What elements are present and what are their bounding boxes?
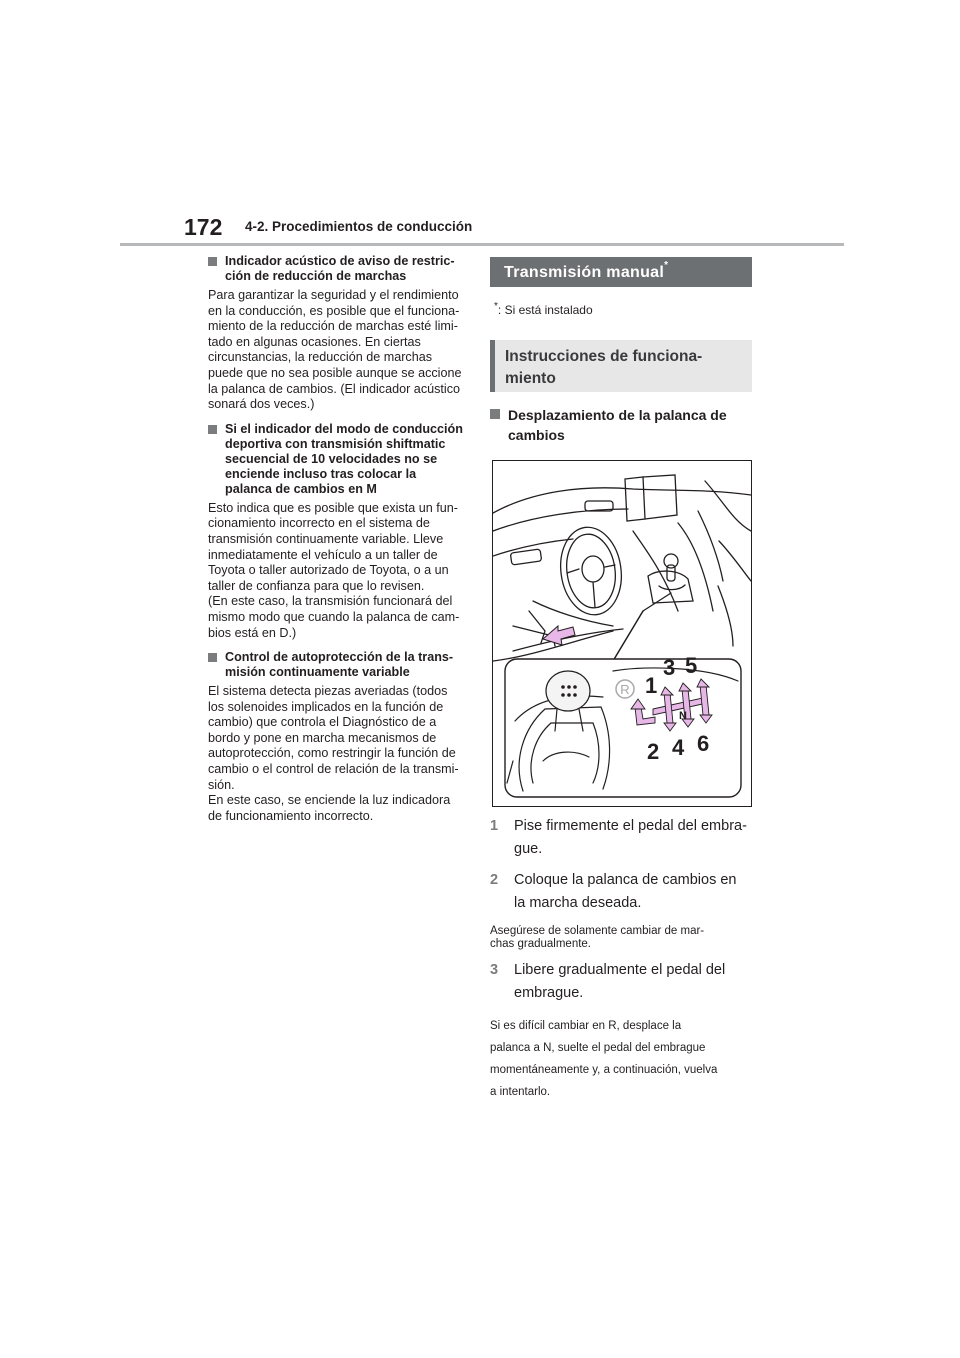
subsection-title-bar: [490, 340, 752, 392]
gear-shift-illustration: [492, 460, 752, 807]
gear-label-4: 4: [672, 735, 685, 760]
step-number: 1: [490, 818, 499, 834]
bullet-heading: [208, 422, 470, 497]
step-text: Pise firmemente el pedal del embra- gue.: [514, 818, 747, 857]
step-text: Libere gradualmente el pedal del embrague.: [514, 962, 726, 1001]
heading-text: Si el indicador del modo de conducción deportiva con transmisión shiftmatic secuencial de 10 velocidades no se enciende incluso tras colocar la palanca de cambios en M: [225, 421, 463, 496]
bullet-heading: [490, 405, 752, 445]
footnote-text: : Si está instalado: [497, 303, 593, 317]
footnote-mark: *: [494, 301, 498, 312]
step-text: Coloque la palanca de cambios en la marcha deseada.: [514, 872, 737, 911]
gear-label-6: 6: [697, 731, 710, 756]
step-item: [490, 959, 752, 1005]
right-column: [490, 257, 752, 1103]
title-text: Transmisión manual: [504, 264, 665, 281]
footnote: [494, 301, 752, 317]
paragraph: El sistema detecta piezas averiadas (todos los solenoides implicados en la función de cambio) que controla el Diagnóstico de a bordo y pone en marcha mecanismos de autoprotección, como restringir la función de cambio o el control de relación de la transmi- sión. En este caso, se enciende la luz indicadora de funcionamiento incorrecto.: [208, 684, 459, 823]
gear-label-n: N: [679, 710, 687, 722]
paragraph: Esto indica que es posible que exista un fun- cionamiento incorrecto en el sistema de transmisión continuamente variable. Lleve inmediatamente el vehículo a un taller de Toyota o taller autorizado de Toyota, o a un taller de confianza para que lo revisen. (En este caso, la transmisión funcionará del mismo modo que cuando la palanca de cam- bios está en D.): [208, 500, 460, 640]
square-bullet-icon: [208, 257, 217, 266]
section-title: 4-2. Procedimientos de conducción: [245, 219, 473, 234]
gear-label-5: 5: [685, 653, 698, 678]
bullet-heading: [208, 650, 470, 680]
step-item: [490, 869, 752, 915]
step-number: 3: [490, 962, 499, 978]
page-number: 172: [184, 214, 223, 240]
header-divider: [120, 243, 844, 246]
car-interior-drawing: [493, 461, 751, 806]
step-item: [490, 815, 752, 861]
gear-label-1: 1: [645, 673, 658, 698]
step-note: Asegúrese de solamente cambiar de mar- chas gradualmente.: [490, 925, 705, 950]
heading-text: Desplazamiento de la palanca de cambios: [508, 407, 727, 443]
heading-text: Control de autoprotección de la trans- misión continuamente variable: [225, 650, 454, 680]
paragraph: Para garantizar la seguridad y el rendimiento en la conducción, es posible que el funciona- miento de la reducción de marchas esté limi- tado en algunas ocasiones. En ciertas circunstancias, la reducción de marchas puede que no sea posible aunque se accione la palanca de cambios. (El indicador acústico sonará dos veces.): [208, 288, 462, 412]
subtitle-text: Instrucciones de funciona- miento: [505, 348, 703, 387]
gear-label-2: 2: [647, 739, 660, 764]
step-number: 2: [490, 872, 499, 888]
left-column: [208, 254, 470, 833]
section-title-bar: [490, 257, 752, 287]
heading-text: Indicador acústico de aviso de restric- ción de reducción de marchas: [225, 254, 455, 283]
asterisk-mark: *: [664, 260, 669, 271]
gear-label-r: R: [620, 682, 630, 697]
square-bullet-icon: [490, 409, 500, 419]
square-bullet-icon: [208, 653, 217, 662]
bullet-heading: [208, 254, 470, 284]
gear-label-3: 3: [663, 655, 676, 680]
final-note: Si es difícil cambiar en R, desplace la palanca a N, suelte el pedal del embrague momentáneamente y, a continuación, vuelva a intentarlo.: [490, 1020, 718, 1098]
square-bullet-icon: [208, 425, 217, 434]
